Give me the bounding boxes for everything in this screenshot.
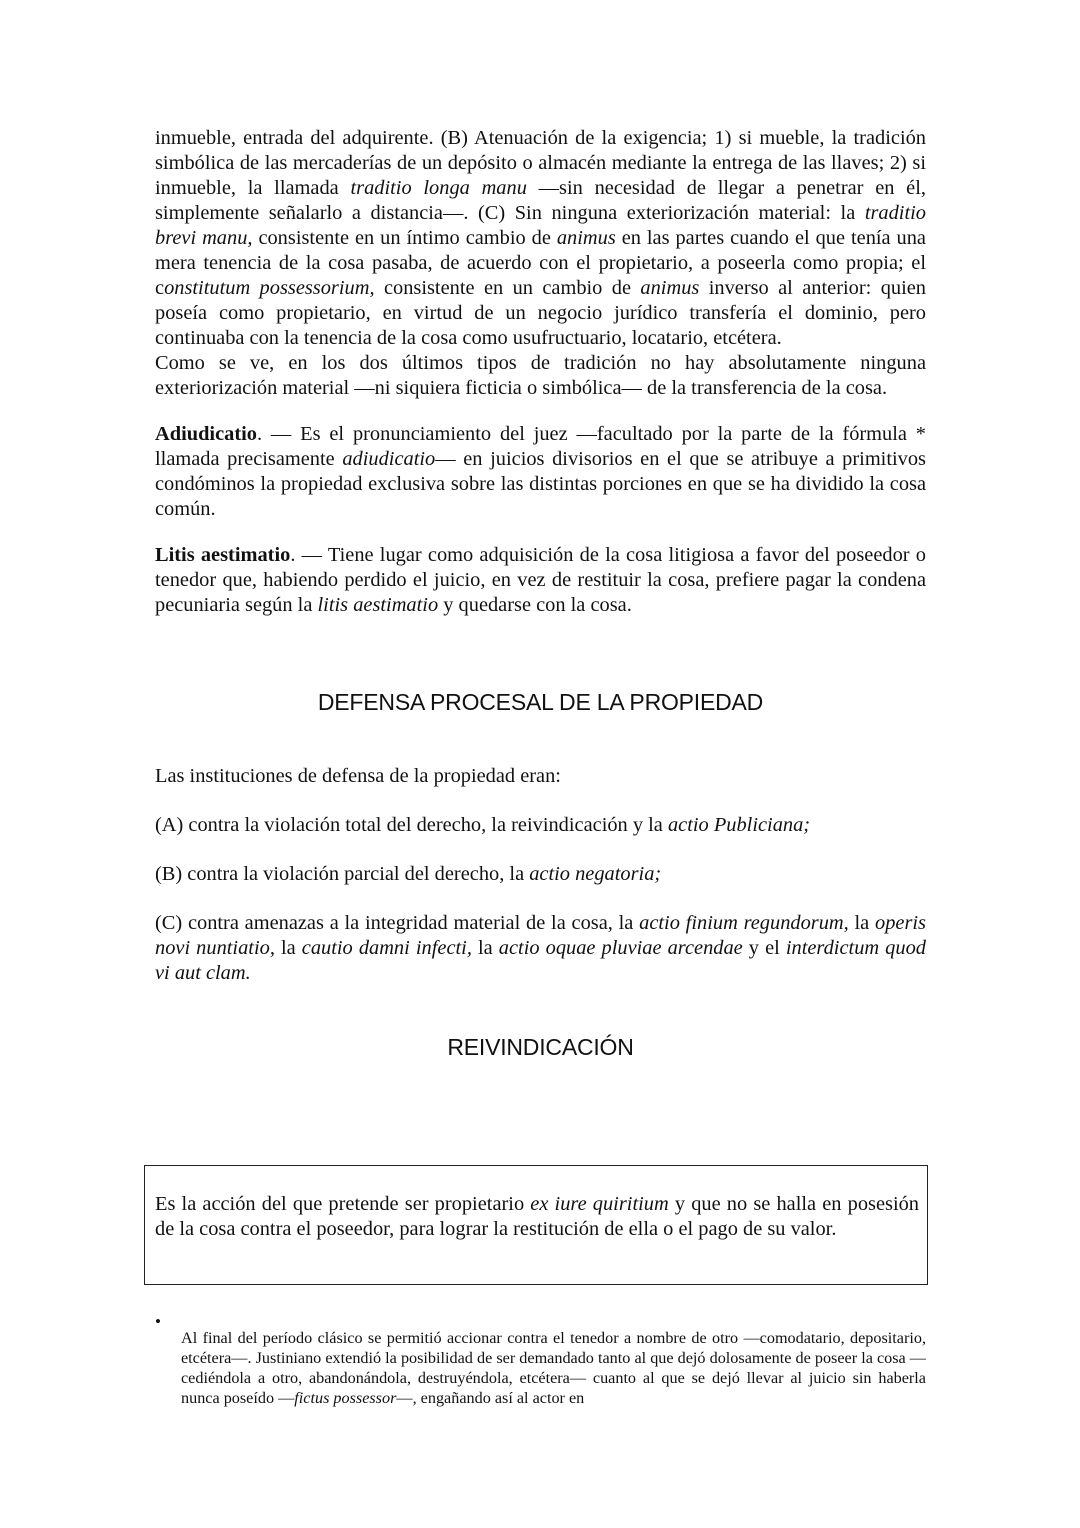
text-run: consistente en un cambio de (374, 277, 641, 299)
italic-run: actio negatoria; (529, 863, 662, 885)
italic-run: litis aestimatio (317, 594, 439, 616)
italic-run: animus (640, 277, 700, 299)
text-run: Al final del período clásico se permitió accionar contra el tenedor a nombre de otro —comodatario, depositario, etcétera—. Justiniano extendió la posibilidad de ser demandado tanto al que dejó dolosamente de poseer la cosa —cediéndola a otro, abandonándola, destruyéndola, etcétera— cuanto al que se dejó llevar al juicio sin haberla nunca poseído — (181, 1329, 926, 1408)
text-run: en las partes cuando el que tenía una mera tenencia de la cosa pasaba, de acuerdo con el propietario, a poseerla como propia; el c (155, 227, 926, 299)
definition-text (155, 1192, 919, 1242)
paragraph-instituciones (155, 764, 926, 789)
text-run: la (274, 937, 302, 959)
italic-run: animus (556, 227, 616, 249)
text-run: . — Es el pronunciamiento del juez —facultado por la parte de la fórmula * llamada precisamente (155, 423, 926, 470)
italic-run: interdictum quod vi aut clam. (155, 937, 926, 984)
text-run: la (471, 937, 499, 959)
italic-run: ex iure quiritium (530, 1193, 669, 1215)
text-run: y quedarse con la cosa. (438, 594, 632, 616)
text-run: inmueble, entrada del adquirente. (B) Atenuación de la exigencia; 1) si mueble, la tradición simbólica de las mercaderías de un depósito o almacén mediante la entrega de las llaves; 2) si inmueble, la llamada (155, 127, 926, 199)
text-run: Como se ve, en los dos últimos tipos de tradición no hay absolutamente ninguna exteriorización material —ni siquiera ficticia o simbólica— de la transferencia de la cosa. (155, 352, 926, 399)
heading-reivindicacion: REIVINDICACIÓN (447, 1034, 634, 1060)
italic-run: fictus possessor (294, 1389, 397, 1408)
bold-run: Litis aestimatio (155, 544, 291, 566)
paragraph-litis-aestimatio (155, 543, 926, 618)
heading-defensa-procesal: DEFENSA PROCESAL DE LA PROPIEDAD (317, 689, 764, 715)
italic-run: actio finium regundorum, (639, 912, 849, 934)
bullet-icon: • (155, 1312, 161, 1331)
paragraph-como-se-ve (155, 351, 926, 401)
text-run: — en juicios divisorios en el que se atribuye a primitivos condóminos la propiedad exclusiva sobre las distintas porciones en que se ha dividido la cosa común. (155, 448, 926, 520)
text-run: y que no se halla en posesión de la cosa contra el poseedor, para lograr la restitución de ella o el pago de su valor. (155, 1193, 920, 1240)
paragraph-traditio (155, 126, 926, 351)
paragraph-adiudicatio (155, 422, 926, 522)
text-run: la (848, 912, 875, 934)
list-item-a (155, 813, 926, 838)
text-run: consistente en un íntimo cambio de (252, 227, 557, 249)
italic-run: cautio damni infecti, (301, 937, 472, 959)
document-body (155, 126, 926, 1061)
text-run: (C) contra amenazas a la integridad material de la cosa, la (155, 912, 640, 934)
italic-run: operis novi nuntiatio, (155, 912, 926, 959)
footnote-bullet (155, 1312, 926, 1424)
italic-run: traditio longa manu (350, 177, 527, 199)
italic-run: actio Publiciana; (667, 814, 811, 836)
text-run: . — Tiene lugar como adquisición de la cosa litigiosa a favor del poseedor o tenedor que, habiendo perdido el juicio, en vez de restituir la cosa, prefiere pagar la condena pecuniaria según la (155, 544, 926, 616)
list-item-c (155, 911, 926, 986)
text-run: Es la acción del que pretende ser propietario (155, 1193, 531, 1215)
text-run: Las instituciones de defensa de la propiedad eran: (155, 765, 561, 787)
italic-run: traditio brevi manu, (155, 202, 926, 249)
bold-run: Adiudicatio (155, 423, 257, 445)
italic-run: onstitutum possessorium, (164, 277, 375, 299)
text-run: y el (742, 937, 786, 959)
text-run: (A) contra la violación total del derecho, la reivindicación y la (155, 814, 668, 836)
italic-run: adiudicatio (342, 448, 436, 470)
text-run: (B) contra la violación parcial del derecho, la (155, 863, 530, 885)
italic-run: actio oquae pluviae arcendae (498, 937, 743, 959)
footnote-text (181, 1328, 926, 1408)
text-run: —sin necesidad de llegar a penetrar en él, simplemente señalarlo a distancia—. (C) Sin ninguna exteriorización material: la (155, 177, 926, 224)
text-run: inverso al anterior: quien poseía como propietario, en virtud de un negocio jurídico transfería el dominio, pero continuaba con la tenencia de la cosa como usufructuario, locatario, etcétera. (155, 277, 926, 349)
text-run: —, engañando así al actor en (396, 1389, 585, 1408)
list-item-b (155, 862, 926, 887)
definition-box (144, 1165, 928, 1285)
